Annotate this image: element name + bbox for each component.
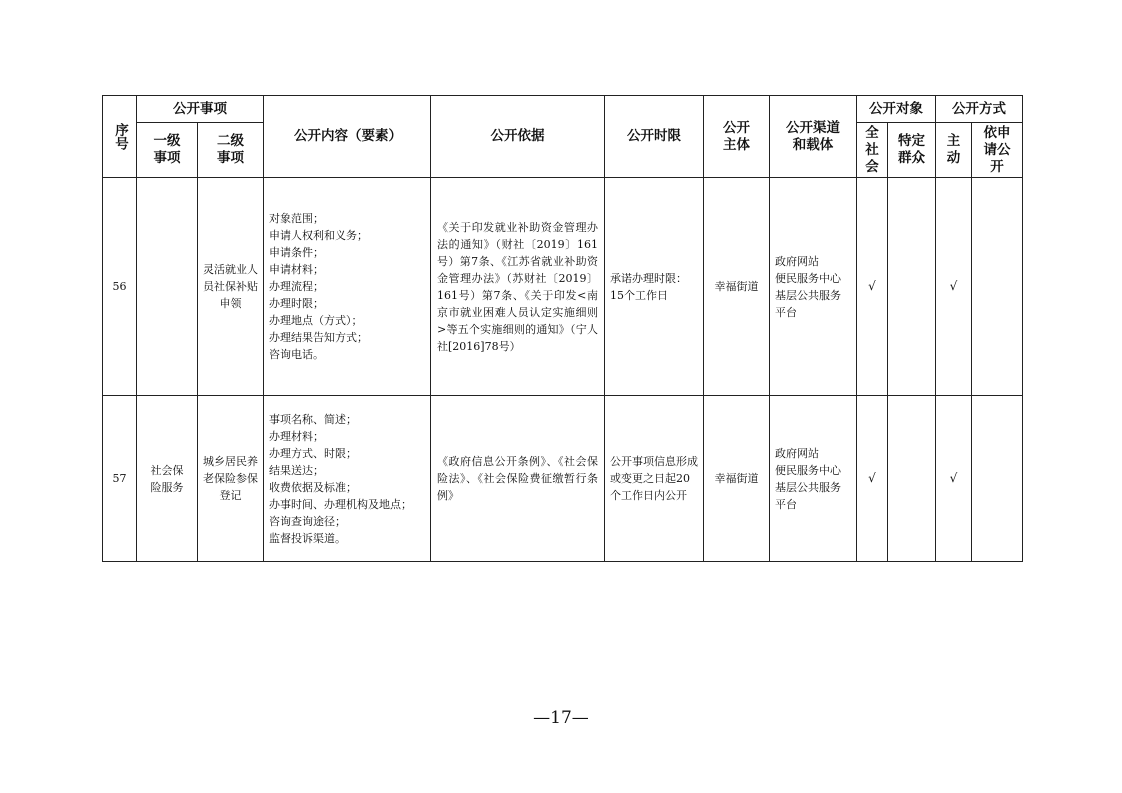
header-time-limit: 公开时限	[605, 96, 704, 178]
header-basis: 公开依据	[431, 96, 605, 178]
row-method-apply-check	[972, 396, 1023, 562]
content-item: 对象范围；	[269, 212, 324, 225]
channel-item: 便民服务中心	[775, 463, 841, 477]
row-target-all-check: √	[857, 178, 888, 396]
content-item: 办理地点（方式）；	[269, 314, 363, 327]
content-item: 收费依据及标准；	[269, 480, 357, 494]
row-level1: 社会保险服务	[137, 396, 198, 562]
row-level2: 城乡居民养老保险参保登记	[198, 396, 264, 562]
channel-item: 基层公共服务平台	[775, 480, 841, 511]
row-basis: 《关于印发就业补助资金管理办法的通知》（财社〔2019〕161号）第7条、《江苏省就业补助资金管理办法》（苏财社〔2019〕161号）第7条、《关于印发<南京市就业困难人员认定实施细则>等五个实施细则的通知》（宁人社[2016]78号）	[431, 178, 605, 396]
row-time-limit: 承诺办理时限：15个工作日	[605, 178, 704, 396]
row-target-specific-check	[888, 396, 936, 562]
header-matter-group: 公开事项	[137, 96, 264, 123]
row-method-apply-check	[972, 178, 1023, 396]
header-content: 公开内容（要素）	[264, 96, 431, 178]
header-subject: 公开主体	[704, 96, 770, 178]
row-target-all-check: √	[857, 396, 888, 562]
row-content	[264, 178, 431, 396]
content-item: 申请条件；	[269, 246, 324, 259]
header-seq: 序号	[103, 96, 137, 178]
content-item: 申请人权利和义务；	[269, 229, 368, 242]
header-method-group: 公开方式	[936, 96, 1023, 123]
channel-item: 政府网站	[775, 446, 819, 460]
disclosure-table	[102, 95, 1023, 562]
row-content	[264, 396, 431, 562]
page-number: —17—	[533, 708, 589, 728]
header-level1: 一级事项	[137, 123, 198, 178]
header-channel: 公开渠道和载体	[770, 96, 857, 178]
header-row-1	[103, 96, 1023, 123]
content-item: 办事时间、办理机构及地点；	[269, 497, 412, 511]
table-row	[103, 178, 1023, 396]
content-item: 监督投诉渠道。	[269, 531, 346, 545]
row-level2: 灵活就业人员社保补贴申领	[198, 178, 264, 396]
row-seq: 57	[103, 396, 137, 562]
content-item: 办理结果告知方式；	[269, 331, 368, 344]
content-item: 办理时限；	[269, 297, 324, 310]
header-method-apply: 依申请公开	[972, 123, 1023, 178]
table-row	[103, 396, 1023, 562]
row-method-active-check: √	[936, 396, 972, 562]
row-time-limit: 公开事项信息形成或变更之日起20个工作日内公开	[605, 396, 704, 562]
row-target-specific-check	[888, 178, 936, 396]
header-method-active: 主动	[936, 123, 972, 178]
content-item: 办理材料；	[269, 429, 324, 443]
header-level2: 二级事项	[198, 123, 264, 178]
row-level1	[137, 178, 198, 396]
header-target-group: 公开对象	[857, 96, 936, 123]
content-item: 办理流程；	[269, 280, 324, 293]
content-item: 结果送达；	[269, 463, 324, 477]
content-item: 咨询查询途径；	[269, 514, 346, 528]
row-method-active-check: √	[936, 178, 972, 396]
content-item: 申请材料；	[269, 263, 324, 276]
row-subject: 幸福街道	[704, 396, 770, 562]
content-item: 咨询电话。	[269, 348, 324, 361]
content-item: 办理方式、时限；	[269, 446, 357, 460]
row-channel	[770, 178, 857, 396]
row-basis: 《政府信息公开条例》、《社会保险法》、《社会保险费征缴暂行条例》	[431, 396, 605, 562]
row-channel	[770, 396, 857, 562]
content-item: 事项名称、简述；	[269, 412, 357, 426]
row-seq: 56	[103, 178, 137, 396]
channel-item: 政府网站	[775, 254, 819, 268]
channel-item: 基层公共服务平台	[775, 288, 841, 319]
channel-item: 便民服务中心	[775, 271, 841, 285]
header-target-all: 全社会	[857, 123, 888, 178]
row-subject: 幸福街道	[704, 178, 770, 396]
header-target-specific: 特定群众	[888, 123, 936, 178]
